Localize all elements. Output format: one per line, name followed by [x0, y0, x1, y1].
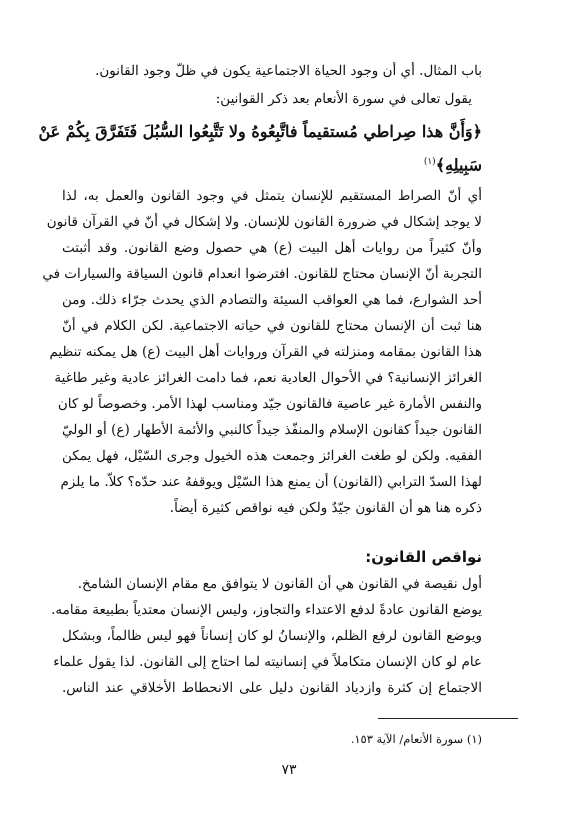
- footnote-number: (١): [466, 732, 482, 746]
- paragraph-2-line-2: يوضع القانون عادةً لدفع الاعتداء والتجاوز، وليس الإنسان معتدياً بطبيعة مقامه.: [51, 602, 482, 618]
- intro-line-2: يقول تعالى في سورة الأنعام بعد ذكر القوانين:: [215, 91, 472, 107]
- paragraph-1-line-8: الغرائز الإنسانية؟ في الأحوال العادية نعم، فما دامت الغرائز عادية وغير طاغية: [54, 370, 482, 386]
- section-heading: نواقص القانون:: [365, 548, 482, 566]
- quran-verse-line-1: ﴿وَأَنَّ هذا صِراطي مُستقيماً فاتَّبِعُوهُ ولا تَتَّبِعُوا السُّبُلَ فَتَفَرَّقَ بِكُمْ عَنْ: [38, 122, 482, 141]
- paragraph-1-line-9: والنفس الأمارة غير عاصية فالقانون جيّد ومناسب لهذا الأمر. وخصوصاً لو كان: [57, 396, 482, 412]
- intro-line-1: باب المثال. أي أن وجود الحياة الاجتماعية يكون في ظلّ وجود القانون.: [95, 63, 482, 79]
- footnote-reference: (١): [423, 157, 436, 167]
- footnote-text: سورة الأنعام/ الآية ١٥٣.: [350, 732, 464, 746]
- paragraph-1-line-3: وأنّ كثيراً من روايات أهل البيت (ع) هي حصول وضع القانون. وقد أثبتت: [62, 240, 482, 256]
- paragraph-2-line-5: الاجتماع إن كثرة وازدياد القانون دليل على الانحطاط الأخلاقي عند الناس.: [62, 680, 482, 696]
- paragraph-1-line-13: ذكره هنا هو أن القانون جيّدٌ ولكن فيه نواقص كثيرة أيضاً.: [169, 500, 482, 516]
- quran-verse-line-2: [62, 148, 482, 179]
- paragraph-1-line-6: هنا ثبت أن الإنسان محتاج للقانون في حياته الاجتماعية. لكن الكلام في أنّ: [62, 318, 482, 334]
- paragraph-2-line-4: عام لو كان الإنسان متكاملاً في إنسانيته لما احتاج إلى القانون. لذا يقول علماء: [53, 654, 482, 670]
- paragraph-1-line-1: أي أنّ الصراط المستقيم للإنسان يتمثل في وجود القانون والعمل به، لذا: [62, 188, 482, 204]
- paragraph-1-line-12: لهذا السدّ الترابي (القانون) أن يمنع هذا السّيْل ويوقفهُ عند حدّه؟ كلاّ. ما يلزم: [60, 474, 482, 490]
- paragraph-1-line-10: القانون جيداً كقانون الإسلام والمنفّذ جيداً كالنبي والأئمة الأطهار (ع) أو الوليّ: [62, 422, 482, 438]
- footnote-separator: [378, 718, 518, 719]
- quran-verse-text: سَبِيلِهِ﴾: [435, 155, 482, 175]
- page-number: ٧٣: [281, 762, 297, 778]
- paragraph-1-line-11: الفقيه. ولكن لو طغت الغرائز وجمعت هذه الخيول وجرى السّيْل، فهل يمكن: [62, 448, 482, 464]
- paragraph-2-line-1: أول نقيصة في القانون هي أن القانون لا يتوافق مع مقام الإنسان الشامخ.: [77, 576, 482, 592]
- paragraph-1-line-4: التجربة أنّ الإنسان محتاج للقانون. افترضوا انعدام قانون السياقة والسيارات في: [42, 266, 482, 282]
- paragraph-1-line-7: هذا القانون بمقامه ومنزلته في القرآن وروايات أهل البيت (ع) هل يمكنه تنظيم: [49, 344, 482, 360]
- footnote: [62, 730, 482, 748]
- paragraph-2-line-3: ويوضع القانون لرفع الظلم، والإنسانُ لو كان إنساناً فهو ليس ظالماً، وبشكل: [62, 628, 482, 644]
- paragraph-1-line-5: أحد الشوارع، فما هي العواقب السيئة والتصادم الذي يحدث جرّاء ذلك. ومن: [62, 292, 482, 308]
- paragraph-1-line-2: لا يوجد إشكال في ضرورة القانون للإنسان. ولا إشكال في أنّ في القرآن قانون: [46, 214, 482, 230]
